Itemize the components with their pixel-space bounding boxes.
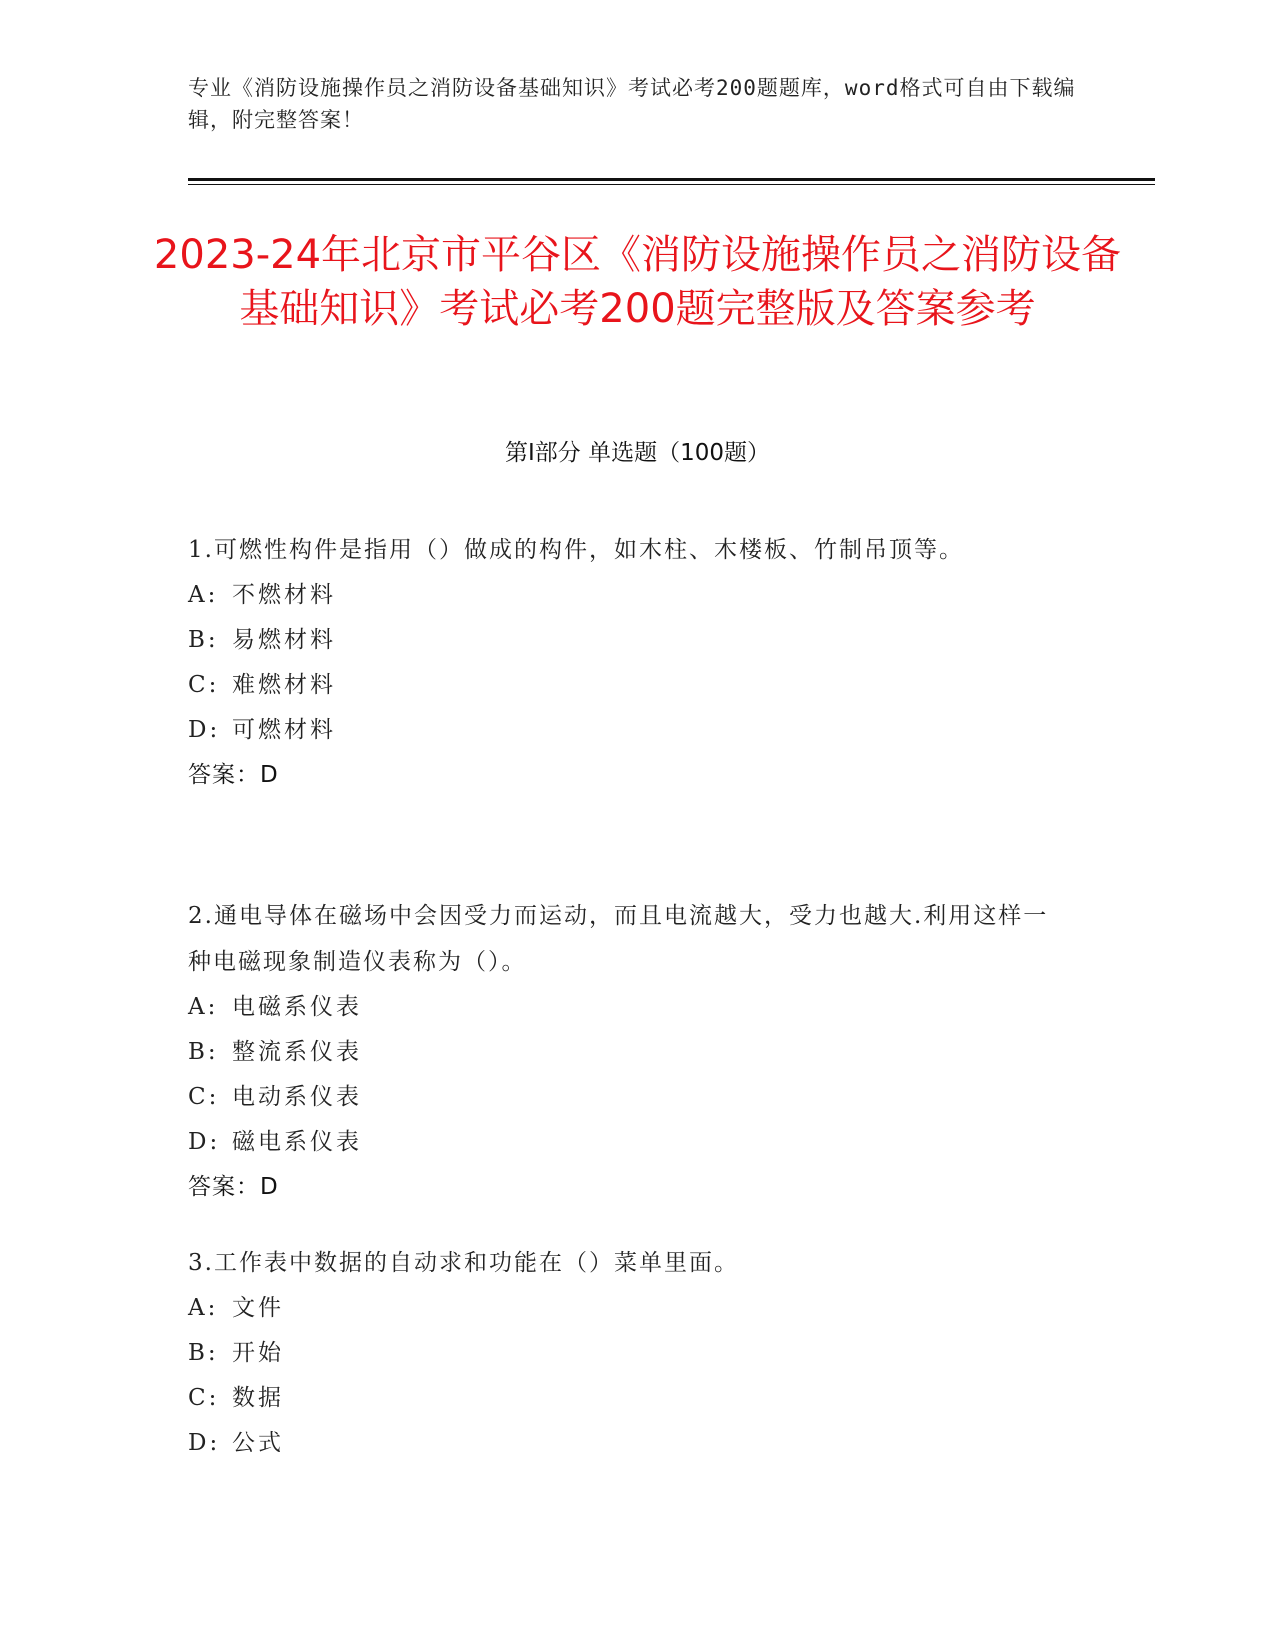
question-stem: 3.工作表中数据的自动求和功能在（）菜单里面。 bbox=[188, 1250, 739, 1276]
option-key: A: bbox=[188, 1295, 219, 1321]
document-title: 2023-24年北京市平谷区《消防设施操作员之消防设备基础知识》考试必考200题完整版及答案参考 bbox=[153, 232, 1122, 332]
answer-line: 答案：D bbox=[188, 762, 279, 788]
option-d bbox=[188, 1120, 1068, 1165]
option-text: 电动系仪表 bbox=[232, 1084, 362, 1110]
option-key: B: bbox=[188, 1340, 219, 1366]
option-key: B: bbox=[188, 1039, 219, 1065]
option-text: 数据 bbox=[232, 1385, 284, 1411]
option-key: C: bbox=[188, 672, 220, 698]
section-title: 第Ⅰ部分 单选题（100题） bbox=[505, 440, 770, 466]
header-rule-thin bbox=[188, 184, 1155, 185]
option-text: 公式 bbox=[232, 1430, 284, 1456]
question-3 bbox=[188, 1240, 1068, 1466]
option-d bbox=[188, 708, 1068, 753]
header-rule-thick bbox=[188, 178, 1155, 181]
question-2 bbox=[188, 893, 1068, 1210]
option-a bbox=[188, 573, 1068, 618]
question-stem: 2.通电导体在磁场中会因受力而运动，而且电流越大，受力也越大.利用这样一种电磁现象制造仪表称为（）。 bbox=[188, 903, 1049, 975]
option-key: B: bbox=[188, 627, 219, 653]
answer-line: 答案：D bbox=[188, 1174, 279, 1200]
option-c bbox=[188, 1376, 1068, 1421]
option-key: D: bbox=[188, 717, 221, 743]
option-text: 难燃材料 bbox=[232, 672, 336, 698]
option-key: C: bbox=[188, 1084, 220, 1110]
option-text: 整流系仪表 bbox=[232, 1039, 362, 1065]
option-key: A: bbox=[188, 582, 219, 608]
option-text: 磁电系仪表 bbox=[232, 1129, 362, 1155]
header-note: 专业《消防设施操作员之消防设备基础知识》考试必考200题题库，word格式可自由下载编辑，附完整答案！ bbox=[188, 76, 1076, 132]
option-c bbox=[188, 663, 1068, 708]
option-c bbox=[188, 1075, 1068, 1120]
question-1 bbox=[188, 527, 1068, 798]
option-text: 电磁系仪表 bbox=[232, 994, 362, 1020]
option-key: C: bbox=[188, 1385, 220, 1411]
option-b bbox=[188, 618, 1068, 663]
option-key: A: bbox=[188, 994, 219, 1020]
option-text: 开始 bbox=[232, 1340, 284, 1366]
question-stem: 1.可燃性构件是指用（）做成的构件，如木柱、木楼板、竹制吊顶等。 bbox=[188, 537, 964, 563]
option-text: 易燃材料 bbox=[232, 627, 336, 653]
option-text: 可燃材料 bbox=[232, 717, 336, 743]
option-a bbox=[188, 1286, 1068, 1331]
option-b bbox=[188, 1331, 1068, 1376]
option-a bbox=[188, 985, 1068, 1030]
option-text: 文件 bbox=[232, 1295, 284, 1321]
option-key: D: bbox=[188, 1430, 221, 1456]
option-d bbox=[188, 1421, 1068, 1466]
option-key: D: bbox=[188, 1129, 221, 1155]
option-text: 不燃材料 bbox=[232, 582, 336, 608]
option-b bbox=[188, 1030, 1068, 1075]
